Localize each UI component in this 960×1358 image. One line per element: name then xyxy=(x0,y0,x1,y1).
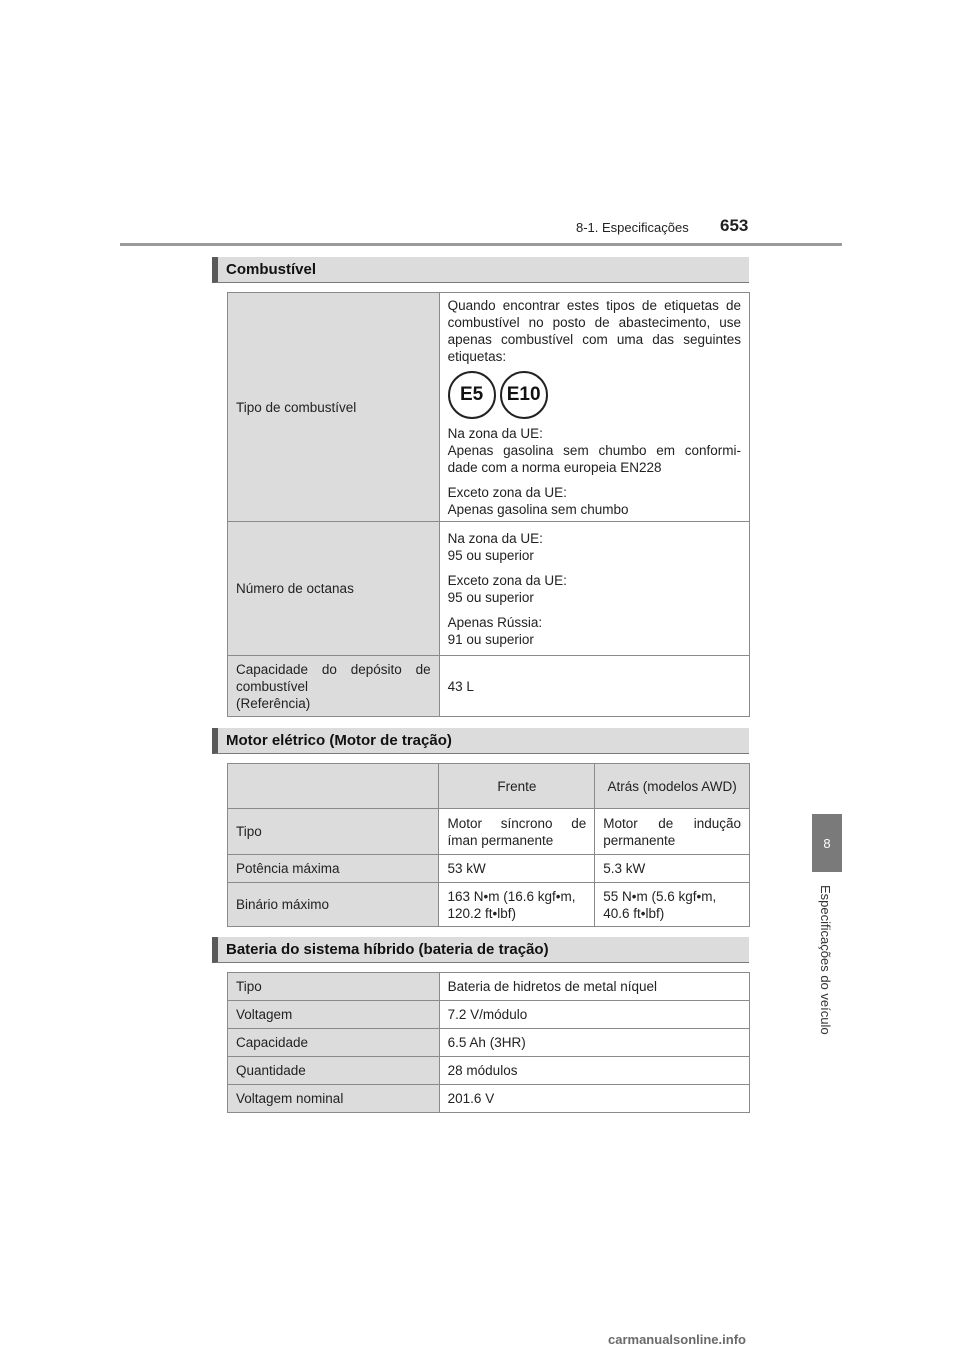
table-row xyxy=(228,1029,750,1057)
motor-row-front: 163 N•m (16.6 kgf•m, 120.2 ft•lbf) xyxy=(439,883,595,927)
page-number: 653 xyxy=(720,216,749,235)
chapter-tab: 8 xyxy=(812,814,842,872)
battery-section-heading: Bateria do sistema híbrido (bateria de tração) xyxy=(212,937,749,963)
octane-label: Número de octanas xyxy=(228,522,440,656)
e10-fuel-badge-icon: E10 xyxy=(500,371,548,419)
motor-row-rear: Motor de indução permanente xyxy=(595,809,750,855)
motor-row-label: Tipo xyxy=(228,809,439,855)
battery-row-label: Voltagem xyxy=(228,1001,440,1029)
section-title: 8-1. Especificações xyxy=(576,220,689,235)
table-row xyxy=(228,1057,750,1085)
watermark: carmanualsonline.info xyxy=(608,1332,746,1347)
fuel-eu-text: Apenas gasolina sem chumbo em conformi-dade com a norma europeia EN228 xyxy=(447,442,741,475)
header-divider xyxy=(120,243,842,246)
table-row xyxy=(228,809,750,855)
table-row xyxy=(228,855,750,883)
motor-section-heading: Motor elétrico (Motor de tração) xyxy=(212,728,749,754)
table-row xyxy=(228,764,750,809)
fuel-type-label: Tipo de combustível xyxy=(228,293,440,522)
e5-fuel-badge-icon: E5 xyxy=(448,371,496,419)
motor-row-label: Potência máxima xyxy=(228,855,439,883)
motor-header-empty xyxy=(228,764,439,809)
fuel-table xyxy=(227,292,750,717)
octane-russia-label: Apenas Rússia: xyxy=(447,614,543,630)
tank-capacity-label-line: combustível xyxy=(236,678,309,694)
battery-row-value: 6.5 Ah (3HR) xyxy=(439,1029,749,1057)
fuel-non-eu-text: Apenas gasolina sem chumbo xyxy=(447,501,629,517)
motor-col-front: Frente xyxy=(439,764,595,809)
battery-row-label: Voltagem nominal xyxy=(228,1085,440,1113)
battery-row-value: 201.6 V xyxy=(439,1085,749,1113)
battery-row-value: 7.2 V/módulo xyxy=(439,1001,749,1029)
table-row xyxy=(228,522,750,656)
motor-table xyxy=(227,763,750,927)
table-row xyxy=(228,1001,750,1029)
octane-non-eu-label: Exceto zona da UE: xyxy=(447,572,567,588)
octane-cell xyxy=(439,522,749,656)
fuel-section-heading: Combustível xyxy=(212,257,749,283)
battery-row-value: 28 módulos xyxy=(439,1057,749,1085)
tank-capacity-label xyxy=(228,656,440,717)
fuel-type-cell xyxy=(439,293,749,522)
table-row xyxy=(228,883,750,927)
battery-row-label: Quantidade xyxy=(228,1057,440,1085)
table-row xyxy=(228,973,750,1001)
motor-row-front: 53 kW xyxy=(439,855,595,883)
table-row xyxy=(228,293,750,522)
chapter-label: Especificações do veículo xyxy=(818,885,833,1035)
table-row xyxy=(228,656,750,717)
battery-row-value: Bateria de hidretos de metal níquel xyxy=(439,973,749,1001)
tank-capacity-value: 43 L xyxy=(439,656,749,717)
fuel-eu-label: Na zona da UE: xyxy=(447,425,543,441)
fuel-non-eu-label: Exceto zona da UE: xyxy=(447,484,567,500)
motor-row-rear: 55 N•m (5.6 kgf•m, 40.6 ft•lbf) xyxy=(595,883,750,927)
motor-row-rear: 5.3 kW xyxy=(595,855,750,883)
motor-row-front: Motor síncrono de íman permanente xyxy=(439,809,595,855)
octane-russia-value: 91 ou superior xyxy=(447,631,534,647)
motor-row-label: Binário máximo xyxy=(228,883,439,927)
table-row xyxy=(228,1085,750,1113)
battery-row-label: Tipo xyxy=(228,973,440,1001)
octane-non-eu-value: 95 ou superior xyxy=(447,589,534,605)
battery-row-label: Capacidade xyxy=(228,1029,440,1057)
tank-capacity-label-line: Capacidade do depósito de xyxy=(236,661,431,677)
battery-table xyxy=(227,972,750,1113)
octane-eu-value: 95 ou superior xyxy=(447,547,534,563)
octane-eu-label: Na zona da UE: xyxy=(447,530,543,546)
fuel-label-badges xyxy=(448,371,741,419)
fuel-type-intro: Quando encontrar estes tipos de etiquetas de combustível no posto de abastecimento, use apenas combustível com uma das seguintes etiquetas: xyxy=(447,297,741,364)
motor-col-rear: Atrás (modelos AWD) xyxy=(595,764,750,809)
tank-capacity-label-line: (Referência) xyxy=(236,695,311,711)
